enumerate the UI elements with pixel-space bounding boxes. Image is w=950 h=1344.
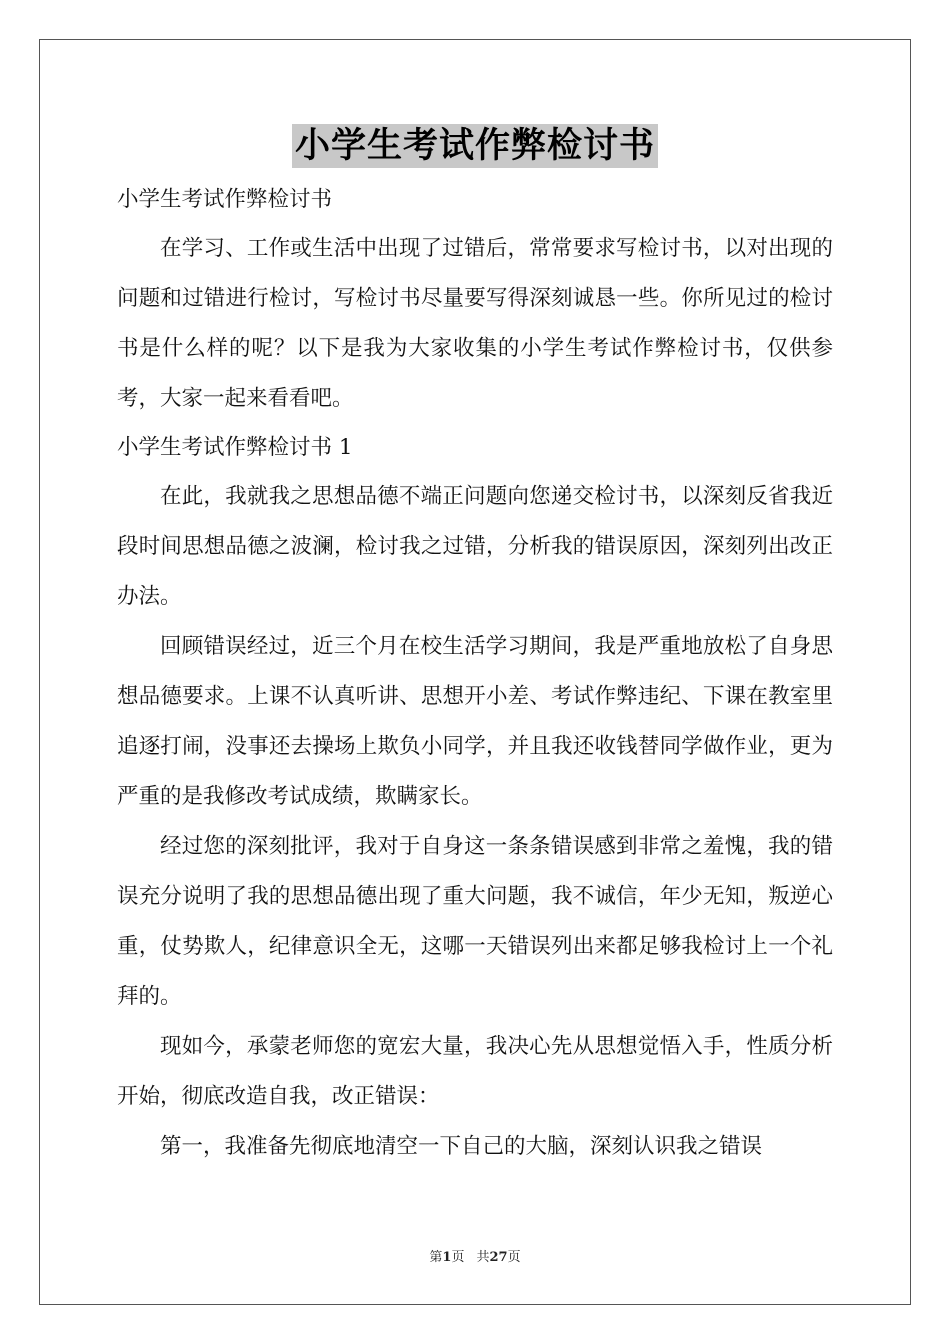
body-paragraph: 在学习、工作或生活中出现了过错后，常常要求写检讨书，以对出现的问题和过错进行检讨，写检讨书尽量要写得深刻诚恳一些。你所见过的检讨书是什么样的呢？以下是我为大家收集的小学生考试作弊检讨书，仅供参考，大家一起来看看吧。 <box>117 236 833 411</box>
body-paragraph: 现如今，承蒙老师您的宽宏大量，我决心先从思想觉悟入手，性质分析开始，彻底改造自我，改正错误： <box>117 1034 833 1109</box>
page-total: 27 <box>489 1250 508 1265</box>
section-heading: 小学生考试作弊检讨书 1 <box>117 435 353 460</box>
body-paragraph: 经过您的深刻批评，我对于自身这一条条错误感到非常之羞愧，我的错误充分说明了我的思想品德出现了重大问题，我不诚信，年少无知，叛逆心重，仗势欺人，纪律意识全无，这哪一天错误列出来都足够我检讨上一个礼拜的。 <box>117 834 833 1009</box>
page-footer <box>0 1246 950 1265</box>
document-body <box>117 176 833 1172</box>
body-paragraph: 第一，我准备先彻底地清空一下自己的大脑，深刻认识我之错误 <box>160 1134 763 1159</box>
total-suffix: 页 <box>507 1250 521 1265</box>
page-prefix: 第 <box>429 1250 443 1265</box>
total-prefix: 共 <box>476 1250 490 1265</box>
page-current: 1 <box>442 1250 452 1265</box>
body-paragraph: 在此，我就我之思想品德不端正问题向您递交检讨书，以深刻反省我近段时间思想品德之波澜，检讨我之过错，分析我的错误原因，深刻列出改正办法。 <box>117 484 833 609</box>
section-heading: 小学生考试作弊检讨书 <box>117 187 333 212</box>
document-title: 小学生考试作弊检讨书 <box>292 124 658 168</box>
title-wrapper <box>0 124 950 168</box>
body-paragraph: 回顾错误经过，近三个月在校生活学习期间，我是严重地放松了自身思想品德要求。上课不认真听讲、思想开小差、考试作弊违纪、下课在教室里追逐打闹，没事还去操场上欺负小同学，并且我还收钱替同学做作业，更为严重的是我修改考试成绩，欺瞒家长。 <box>117 634 833 809</box>
page-suffix: 页 <box>451 1250 465 1265</box>
